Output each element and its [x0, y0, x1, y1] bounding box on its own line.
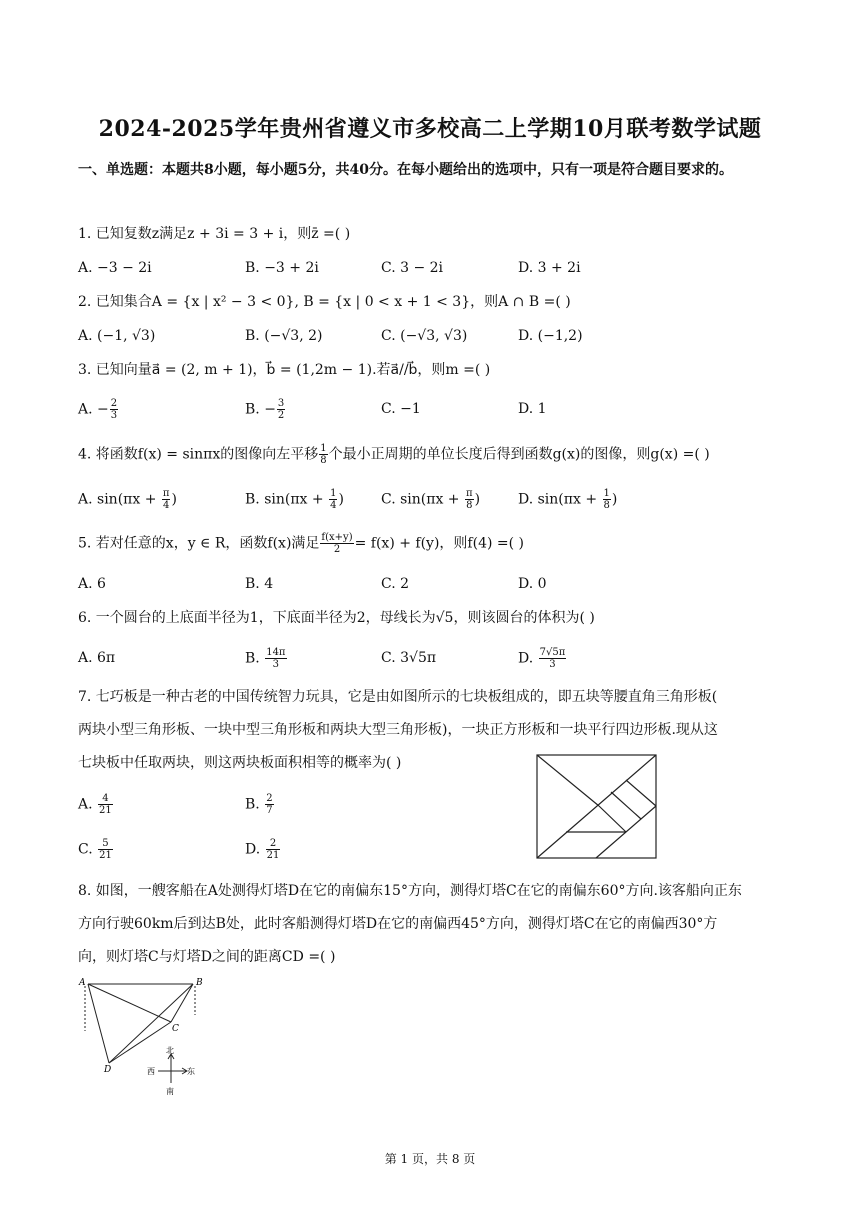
q7-option-a: A. $\frac{4}{21}$: [78, 793, 112, 816]
q6-option-a: A. 6π: [78, 650, 116, 666]
question-5-stem: 5. 若对任意的x，y ∈ R，函数f(x)满足 $\frac{f(x+y)}{2}$ = f(x) + f(y)，则f(4) =( ): [78, 532, 524, 555]
q5-option-a: A. 6: [78, 576, 106, 592]
label-south: 南: [166, 1087, 174, 1096]
navigation-figure: [76, 975, 216, 1105]
q2-option-b: B. (−√3, 2): [245, 328, 323, 344]
q4-option-d: D. sin(πx + $\frac{1}{8}$ ): [518, 488, 618, 511]
label-c: C: [172, 1024, 179, 1034]
q2-option-c: C. (−√3, √3): [381, 328, 468, 344]
q4-option-c: C. sin(πx + $\frac{\pi}{8}$ ): [381, 488, 481, 511]
q6-option-d: D. $\frac{7√5\pi}{3}$: [518, 647, 566, 670]
question-6-stem: 6. 一个圆台的上底面半径为1，下底面半径为2，母线长为√5，则该圆台的体积为( ): [78, 610, 595, 626]
tangram-figure: [536, 754, 658, 860]
question-8-line-2: 方向行驶60km后到达B处，此时客船测得灯塔D在它的南偏西45°方向，测得灯塔C在它的南偏西30°方: [78, 916, 718, 932]
question-2-stem: 2. 已知集合A = {x | x² − 3 < 0}, B = {x | 0 < x + 1 < 3}，则A ∩ B =( ): [78, 294, 571, 310]
question-7-line-1: 7. 七巧板是一种古老的中国传统智力玩具，它是由如图所示的七块板组成的，即五块等腰直角三角形板(: [78, 689, 718, 705]
question-7-line-2: 两块小型三角形板、一块中型三角形板和两块大型三角形板)，一块正方形板和一块平行四边形板.现从这: [78, 722, 718, 738]
page-title: 2024-2025学年贵州省遵义市多校高二上学期10月联考数学试题: [98, 116, 762, 142]
label-d: D: [104, 1065, 112, 1075]
section-heading: 一、单选题：本题共8小题，每小题5分，共40分。在每小题给出的选项中，只有一项是符合题目要求的。: [78, 162, 733, 178]
q3-option-c: C. −1: [381, 401, 421, 417]
q4-option-b: B. sin(πx + $\frac{1}{4}$ ): [245, 488, 344, 511]
q1-option-a: A. −3 − 2i: [78, 260, 152, 276]
label-west: 西: [147, 1067, 155, 1076]
question-1-stem: 1. 已知复数z满足z + 3i = 3 + i，则z̄ =( ): [78, 226, 351, 242]
q6-option-b: B. $\frac{14\pi}{3}$: [245, 647, 286, 670]
question-8-line-3: 向，则灯塔C与灯塔D之间的距离CD =( ): [78, 949, 336, 965]
q5-option-d: D. 0: [518, 576, 547, 592]
q5-option-c: C. 2: [381, 576, 410, 592]
page-footer: 第 1 页，共 8 页: [384, 1152, 476, 1166]
q4-option-a: A. sin(πx + $\frac{\pi}{4}$ ): [78, 488, 177, 511]
q2-option-a: A. (−1, √3): [78, 328, 156, 344]
label-a: A: [79, 978, 86, 988]
q6-option-c: C. 3√5π: [381, 650, 437, 666]
q1-option-d: D. 3 + 2i: [518, 260, 581, 276]
label-east: 东: [187, 1067, 195, 1076]
question-7-line-3: 七块板中任取两块，则这两块板面积相等的概率为( ): [78, 755, 402, 771]
label-north: 北: [166, 1046, 174, 1055]
q2-option-d: D. (−1,2): [518, 328, 583, 344]
q7-option-b: B. $\frac{2}{7}$: [245, 793, 273, 816]
q1-option-b: B. −3 + 2i: [245, 260, 319, 276]
q3-option-b: B. − $\frac{3}{2}$: [245, 398, 285, 421]
q1-option-c: C. 3 − 2i: [381, 260, 444, 276]
q7-option-d: D. $\frac{2}{21}$: [245, 838, 280, 861]
question-8-line-1: 8. 如图，一艘客船在A处测得灯塔D在它的南偏东15°方向，测得灯塔C在它的南偏东60°方向.该客船向正东: [78, 883, 742, 899]
q3-option-d: D. 1: [518, 401, 547, 417]
q7-option-c: C. $\frac{5}{21}$: [78, 838, 112, 861]
q5-option-b: B. 4: [245, 576, 274, 592]
q3-option-a: A. − $\frac{2}{3}$: [78, 398, 118, 421]
question-4-stem: 4. 将函数f(x) = sinπx的图像向左平移 $\frac{1}{8}$ 个最小正周期的单位长度后得到函数g(x)的图像，则g(x) =( ): [78, 443, 710, 466]
question-3-stem: 3. 已知向量a⃗ = (2, m + 1)，b⃗ = (1,2m − 1).若a⃗//b⃗，则m =( ): [78, 362, 491, 378]
label-b: B: [196, 978, 203, 988]
